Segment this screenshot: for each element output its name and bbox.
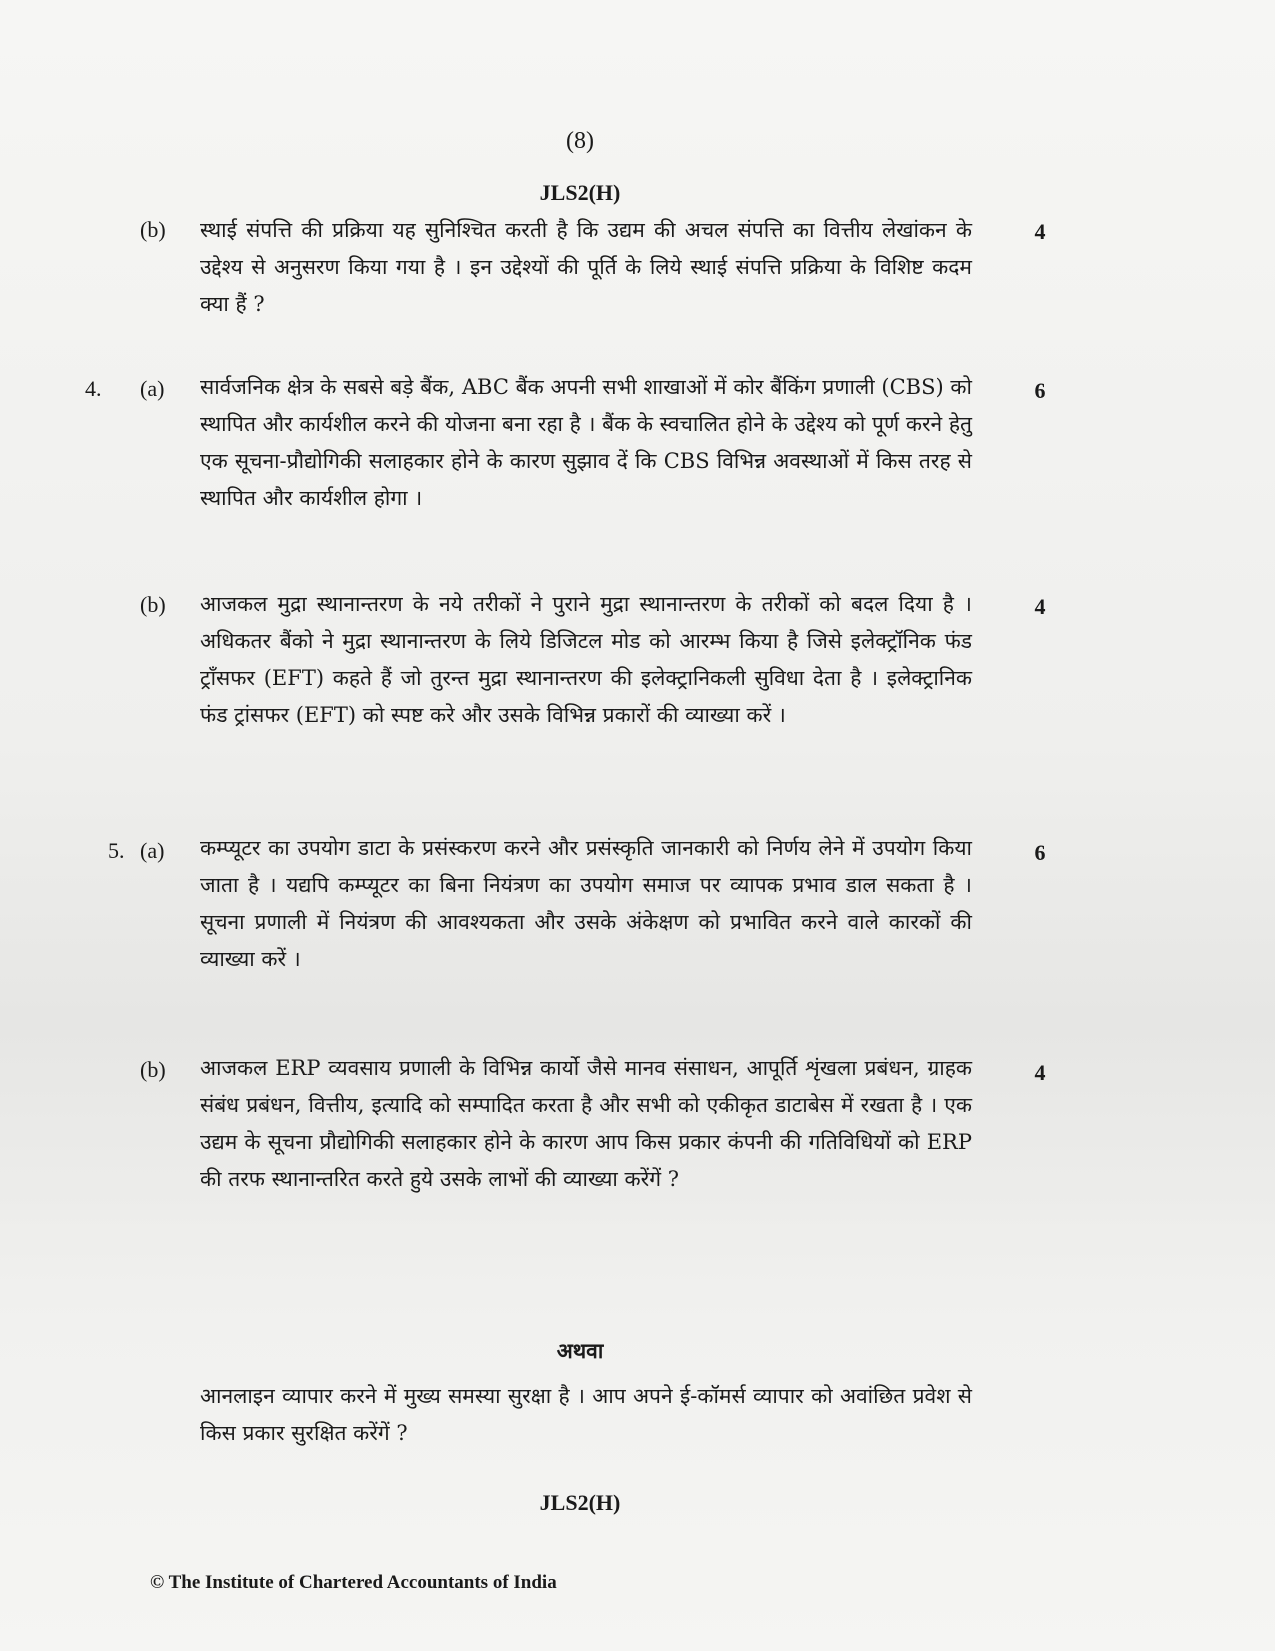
question-text: आजकल मुद्रा स्थानान्तरण के नये तरीकों ने पुराने मुद्रा स्थानान्तरण के तरीकों को बदल दिया है । अधिकतर बैंको ने मुद्रा स्थानान्तरण के लिये डिजिटल मोड को आरम्भ किया है जिसे इलेक्ट्रॉनिक फंड ट्राँसफर (EFT) कहते हैं जो तुरन्त मुद्रा स्थानान्तरण की इलेक्ट्रानिकली सुविधा देता है । इलेक्ट्रानिक फंड ट्रांसफर (EFT) को स्पष्ट करे और उसके विभिन्न प्रकारों की व्याख्या करें ।: [200, 592, 972, 727]
question-4a: [200, 369, 972, 517]
paper-code-bottom: JLS2(H): [539, 1490, 621, 1515]
question-marks: 6: [1034, 378, 1046, 403]
question-5b-alternative: [200, 1378, 972, 1452]
copyright-footer: © The Institute of Chartered Accountants of India: [150, 1572, 557, 1593]
question-marks: 4: [1034, 219, 1046, 244]
question-text: स्थाई संपत्ति की प्रक्रिया यह सुनिश्चित करती है कि उद्यम की अचल संपत्ति का वित्तीय लेखांकन के उद्देश्य से अनुसरण किया गया है । इन उद्देश्यों की पूर्ति के लिये स्थाई संपत्ति प्रक्रिया के विशिष्ट कदम क्या हैं ?: [200, 218, 972, 316]
page-number: (8): [566, 128, 594, 154]
question-5b: [200, 1050, 972, 1198]
question-4b: [200, 586, 972, 734]
question-3b: [200, 212, 972, 323]
question-part-label: (a): [140, 838, 165, 863]
question-part-label: (b): [140, 592, 166, 617]
question-text: कम्प्यूटर का उपयोग डाटा के प्रसंस्करण करने और प्रसंस्कृति जानकारी को निर्णय लेने में उपयोग किया जाता है । यद्यपि कम्प्यूटर का बिना नियंत्रण का उपयोग समाज पर व्यापक प्रभाव डाल सकता है । सूचना प्रणाली में नियंत्रण की आवश्यकता और उसके अंकेक्षण को प्रभावित करने वाले कारकों की व्याख्या करें ।: [200, 836, 972, 971]
question-number: 5.: [108, 838, 125, 863]
question-text: सार्वजनिक क्षेत्र के सबसे बड़े बैंक, ABC बैंक अपनी सभी शाखाओं में कोर बैंकिंग प्रणाली (CBS) को स्थापित और कार्यशील करने की योजना बना रहा है । बैंक के स्वचालित होने के उद्देश्य को पूर्ण करने हेतु एक सूचना-प्रौद्योगिकी सलाहकार होने के कारण सुझाव दें कि CBS विभिन्न अवस्थाओं में किस तरह से स्थापित और कार्यशील होगा ।: [200, 375, 972, 510]
question-part-label: (a): [140, 376, 165, 401]
question-part-label: (b): [140, 217, 166, 242]
question-number: 4.: [85, 376, 102, 401]
question-text: आनलाइन व्यापार करने में मुख्य समस्या सुरक्षा है । आप अपने ई-कॉमर्स व्यापार को अवांछित प्रवेश से किस प्रकार सुरक्षित करेंगें ?: [200, 1384, 972, 1445]
question-marks: 6: [1034, 840, 1046, 865]
paper-code-top: JLS2(H): [539, 180, 621, 205]
question-marks: 4: [1034, 1060, 1046, 1085]
or-label: अथवा: [556, 1338, 604, 1363]
question-marks: 4: [1034, 594, 1046, 619]
question-5a: [200, 830, 972, 978]
question-text: आजकल ERP व्यवसाय प्रणाली के विभिन्न कार्यो जैसे मानव संसाधन, आपूर्ति शृंखला प्रबंधन, ग्राहक संबंध प्रबंधन, वित्तीय, इत्यादि को सम्पादित करता है और सभी को एकीकृत डाटाबेस में रखता है । एक उद्यम के सूचना प्रौद्योगिकी सलाहकार होने के कारण आप किस प्रकार कंपनी की गतिविधियों को ERP की तरफ स्थानान्तरित करते हुये उसके लाभों की व्याख्या करेंगें ?: [200, 1056, 972, 1191]
question-part-label: (b): [140, 1057, 166, 1082]
